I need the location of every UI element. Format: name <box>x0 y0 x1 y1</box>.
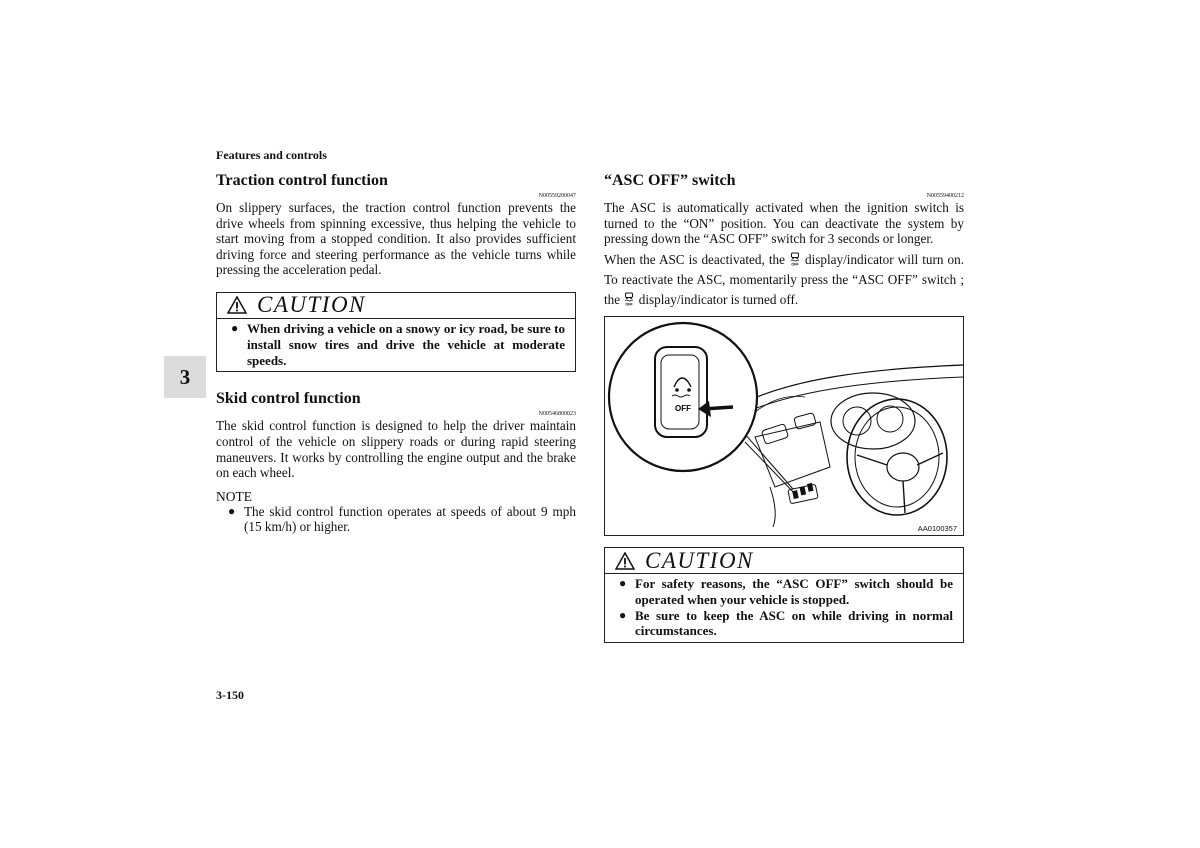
bullet-icon: ● <box>228 503 236 518</box>
caution-list <box>605 574 963 642</box>
caution-box-right <box>604 547 964 643</box>
caution-item-text: For safety reasons, the “ASC OFF” switch should be operated when your vehicle is stopped. <box>635 576 953 607</box>
dashboard-drawing <box>605 317 963 535</box>
note-item-text: The skid control function operates at speeds of about 9 mph (15 km/h) or higher. <box>244 503 576 535</box>
asc-body-text-b: display/indicator will turn on. To reactivate the ASC, momentarily press the “ASC OFF” switch ; the <box>604 251 964 307</box>
asc-reference-code: N00559400212 <box>926 193 964 199</box>
caution-item-text: When driving a vehicle on a snowy or icy road, be sure to install snow tires and drive the vehicle at moderate speeds. <box>247 320 565 368</box>
note-label: NOTE <box>216 488 252 504</box>
caution-item <box>619 576 953 608</box>
caution-box-left <box>216 292 576 372</box>
caution-item-text: Be sure to keep the ASC on while driving in normal circumstances. <box>635 607 953 639</box>
asc-off-switch-heading: “ASC OFF” switch <box>604 172 736 189</box>
caution-title-bar <box>605 548 963 574</box>
section-header: Features and controls <box>216 148 327 162</box>
caution-item <box>619 608 953 640</box>
skid-reference-code: N00546800023 <box>538 411 576 418</box>
asc-body-text-a: When the ASC is deactivated, the <box>604 251 789 267</box>
figure-code: AA0100357 <box>917 524 957 533</box>
caution-title: CAUTION <box>257 292 366 318</box>
traction-reference-code: N00559200047 <box>538 193 576 199</box>
caution-title-bar <box>217 293 575 319</box>
svg-text:OFF: OFF <box>791 262 799 266</box>
asc-switch-illustration <box>604 316 964 536</box>
caution-list <box>217 319 575 371</box>
left-column <box>216 171 576 535</box>
chapter-tab: 3 <box>164 356 206 398</box>
bullet-icon: ● <box>619 607 627 622</box>
page-number: 3-150 <box>216 688 244 702</box>
skid-control-heading: Skid control function <box>216 390 361 408</box>
bullet-icon: ● <box>619 576 627 590</box>
bullet-icon: ● <box>231 320 239 335</box>
traction-control-body: On slippery surfaces, the traction control function prevents the drive wheels from spinning excessive, thus helping the vehicle to start moving from a stopped condition. It also provides sufficient driving force and steering performance as the vehicle turns while pressing the acceleration pedal. <box>216 200 576 278</box>
asc-body-paragraph-1: The ASC is automatically activated when the ignition switch is turned to the “ON” position. You can deactivate the system by pressing down the “ASC OFF” switch for 3 seconds or longer. <box>604 200 964 247</box>
caution-item <box>231 321 565 368</box>
right-column <box>604 171 964 310</box>
asc-body-paragraph-2 <box>604 250 964 310</box>
warning-triangle-icon <box>227 296 247 314</box>
asc-off-indicator-icon <box>789 252 801 266</box>
traction-control-heading: Traction control function <box>216 172 388 189</box>
switch-off-label: OFF <box>675 404 691 413</box>
asc-body-text-c: display/indicator is turned off. <box>635 291 799 307</box>
warning-triangle-icon <box>615 552 635 570</box>
skid-control-body: The skid control function is designed to help the driver maintain control of the vehicle on slippery roads or during rapid steering maneuvers. It works by controlling the engine output and the brake on each wheel. <box>216 418 576 481</box>
svg-text:OFF: OFF <box>625 302 634 306</box>
caution-title: CAUTION <box>645 547 754 573</box>
note-item <box>216 504 576 535</box>
asc-off-indicator-icon <box>623 292 635 306</box>
